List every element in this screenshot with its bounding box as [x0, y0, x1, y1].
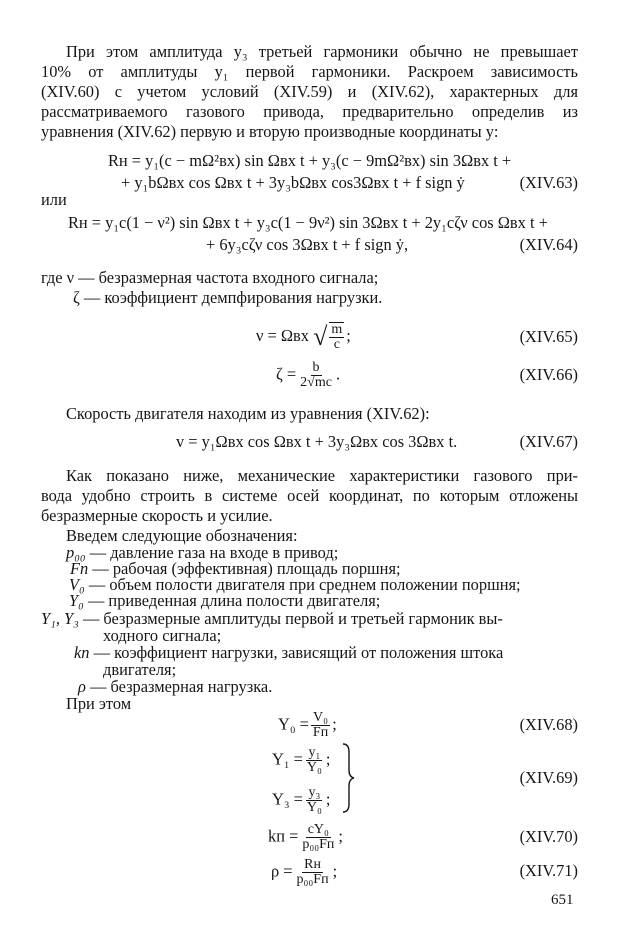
def-symbol: ρ	[78, 677, 86, 696]
right-brace	[341, 742, 355, 814]
equation-71-lhs: ρ =	[271, 861, 293, 881]
equation-70-number: (XIV.70)	[519, 827, 578, 846]
def-text: — коэффициент нагрузки, зависящий от положения штока	[93, 643, 504, 662]
fraction-denominator: p₀₀Fп	[302, 837, 335, 852]
def-text: — безразмерные амплитуды первой и третьей гармоник вы-	[82, 609, 503, 628]
fraction-numerator: cY₀	[307, 822, 329, 837]
equation-71-tail: ;	[332, 861, 338, 881]
equation-66-number: (XIV.66)	[519, 365, 578, 384]
equation-69a-fraction	[305, 746, 324, 775]
or-text: или	[41, 190, 67, 209]
paragraph1-line2: 10% от амплитуды y₁ первой гармоники. Раскроем зависимость	[41, 62, 578, 81]
equation-69a-tail: ;	[325, 749, 331, 769]
paragraph3-line3: безразмерные скорость и усилие.	[41, 506, 273, 525]
equation-67-number: (XIV.67)	[519, 432, 578, 451]
equation-65-fraction	[329, 322, 344, 352]
equation-66-lhs: ζ =	[276, 364, 297, 384]
intro-text: Введем следующие обозначения:	[66, 526, 298, 545]
equation-63-line1: Rн = y₁(c − mΩ²вх) sin Ωвх t + y₃(c − 9mΩ²вх) sin 3Ωвх t +	[108, 151, 512, 170]
paragraph1-line3: (XIV.60) с учетом условий (XIV.59) и (XIV.62), характерных для	[41, 82, 578, 101]
equation-68-lhs: Y₀ =	[278, 714, 309, 734]
where-line1: где ν — безразмерная частота входного сигнала;	[41, 268, 379, 287]
def-symbol: V₀	[69, 575, 85, 594]
equation-64-number: (XIV.64)	[519, 235, 578, 254]
def-text: — рабочая (эффективная) площадь поршня;	[92, 559, 401, 578]
equation-69a	[272, 746, 330, 775]
equation-68-number: (XIV.68)	[519, 715, 578, 734]
def-symbol: Y₀	[69, 591, 84, 610]
equation-69-number: (XIV.69)	[519, 768, 578, 787]
equation-65-tail: ;	[346, 325, 351, 345]
def-symbol: Y₁, Y₃	[41, 609, 79, 628]
equation-64-line2: + 6y₃cζν cos 3Ωвх t + f sign ẏ,	[206, 235, 409, 254]
fraction-numerator: b	[312, 360, 320, 375]
fraction-denominator: Fп	[312, 725, 329, 740]
equation-70-lhs: kп =	[268, 826, 299, 846]
fraction-denominator: Y₀	[306, 760, 322, 775]
fraction-numerator: Rн	[304, 857, 321, 872]
equation-70	[268, 823, 343, 852]
equation-64-line1: Rн = y₁c(1 − ν²) sin Ωвх t + y₃c(1 − 9ν²) sin 3Ωвх t + 2y₁cζν cos Ωвх t +	[68, 213, 548, 232]
def-text: — давление газа на входе в привод;	[89, 543, 339, 562]
fraction-denominator: p₀₀Fп	[296, 872, 329, 887]
equation-68	[278, 711, 337, 740]
paragraph1-line1: При этом амплитуда y₃ третьей гармоники обычно не превышает	[66, 42, 578, 61]
paragraph3-line2: вода удобно строить в системе осей координат, по которым отложены	[41, 486, 578, 505]
def-text: — безразмерная нагрузка.	[89, 677, 273, 696]
fraction-denominator: c	[333, 337, 340, 352]
paragraph3-line1: Как показано ниже, механические характеристики газового при-	[66, 466, 578, 485]
equation-69b-fraction	[305, 786, 324, 815]
fraction-numerator: y₁	[308, 745, 321, 760]
fraction-numerator: y₃	[308, 785, 321, 800]
fraction-numerator: m	[331, 322, 343, 337]
fraction-numerator: V₀	[313, 710, 329, 725]
def-item-kp-cont: двигателя;	[103, 660, 177, 679]
def-text: — объем полости двигателя при среднем положении поршня;	[88, 575, 521, 594]
equation-71	[271, 858, 337, 887]
equation-65-lhs: ν = Ωвх	[256, 325, 309, 345]
where-line2: ζ — коэффициент демпфирования нагрузки.	[73, 288, 383, 307]
paragraph1-line5: уравнения (XIV.62) первую и вторую производные координаты y:	[41, 122, 499, 141]
def-symbol: Fп	[70, 559, 89, 578]
def-text: — приведенная длина полости двигателя;	[87, 591, 381, 610]
sqrt-sign: √	[313, 322, 328, 351]
equation-68-fraction	[311, 711, 330, 740]
fraction-denominator: 2√mc	[300, 375, 332, 390]
equation-65	[256, 322, 351, 352]
equation-66-tail: .	[335, 364, 341, 384]
equation-67: v = y₁Ωвх cos Ωвх t + 3y₃Ωвх cos 3Ωвх t.	[176, 432, 458, 451]
equation-71-fraction	[295, 858, 331, 887]
equation-69b-lhs: Y₃ =	[272, 789, 303, 809]
def-item-y0	[69, 591, 380, 611]
paragraph1-line4: рассматриваемого газового привода, предварительно определив из	[41, 102, 578, 121]
def-symbol: p₀₀	[66, 543, 86, 562]
equation-66-fraction	[298, 361, 334, 390]
equation-63-line2: + y₁bΩвх cos Ωвх t + 3y₃bΩвх cos3Ωвх t + f sign ẏ	[121, 173, 465, 192]
equation-68-tail: ;	[332, 714, 337, 734]
paragraph2: Скорость двигателя находим из уравнения (XIV.62):	[66, 404, 430, 423]
equation-66	[276, 361, 340, 390]
def-item-y1y3-cont: ходного сигнала;	[103, 626, 222, 645]
def-symbol: kп	[74, 643, 90, 662]
fraction-denominator: Y₀	[306, 800, 322, 815]
equation-70-fraction	[300, 823, 336, 852]
equation-63-number: (XIV.63)	[519, 173, 578, 192]
then-text: При этом	[66, 694, 132, 713]
equation-71-number: (XIV.71)	[519, 861, 578, 880]
equation-69a-lhs: Y₁ =	[272, 749, 303, 769]
equation-70-tail: ;	[338, 826, 343, 846]
equation-65-number: (XIV.65)	[519, 327, 578, 346]
page-number: 651	[551, 892, 574, 908]
equation-69b	[272, 786, 330, 815]
equation-69b-tail: ;	[325, 789, 331, 809]
